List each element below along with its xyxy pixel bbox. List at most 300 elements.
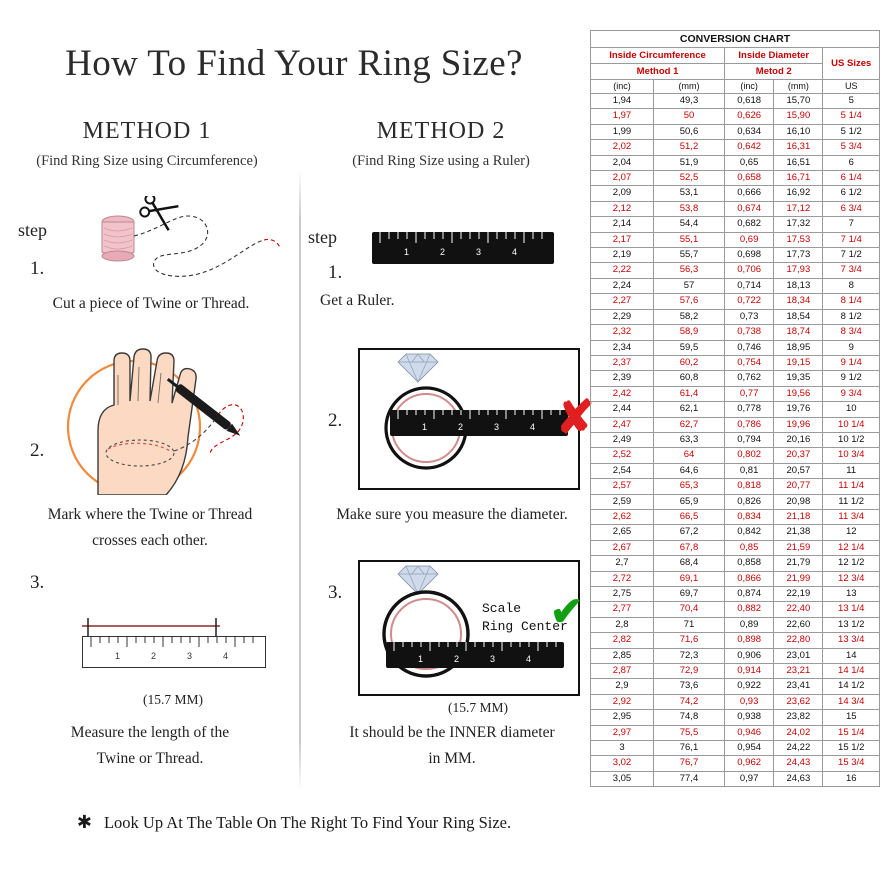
table-row: [591, 171, 880, 186]
table-cell: 0,866: [725, 571, 774, 586]
table-cell: 0,746: [725, 340, 774, 355]
table-cell: 57: [653, 278, 724, 293]
table-row: [591, 509, 880, 524]
table-cell: 3,02: [591, 756, 654, 771]
ruler-number: 3: [187, 651, 193, 661]
table-cell: 2,62: [591, 509, 654, 524]
table-cell: 50,6: [653, 124, 724, 139]
table-cell: 14 1/2: [823, 679, 880, 694]
table-cell: 2,49: [591, 432, 654, 447]
table-row: [591, 587, 880, 602]
method-2-step-3-caption-line2: in MM.: [428, 750, 476, 767]
table-cell: 8: [823, 278, 880, 293]
table-cell: 20,98: [774, 494, 823, 509]
ruler-number: 3: [490, 654, 496, 664]
table-cell: 23,01: [774, 648, 823, 663]
table-cell: 2,39: [591, 371, 654, 386]
table-cell: 3: [591, 741, 654, 756]
table-cell: 10 3/4: [823, 448, 880, 463]
table-row: [591, 525, 880, 540]
table-cell: 10: [823, 402, 880, 417]
table-cell: 67,8: [653, 540, 724, 555]
table-cell: 2,59: [591, 494, 654, 509]
table-cell: 0,89: [725, 617, 774, 632]
table-row: [591, 355, 880, 370]
ruler-number: 4: [526, 654, 532, 664]
table-cell: 21,18: [774, 509, 823, 524]
table-cell: 19,56: [774, 386, 823, 401]
table-cell: 0,858: [725, 556, 774, 571]
table-row: [591, 109, 880, 124]
table-cell: 2,42: [591, 386, 654, 401]
table-row: [591, 201, 880, 216]
table-cell: 71,6: [653, 633, 724, 648]
method-2-step-2-number: 2.: [328, 410, 343, 431]
conversion-table-body: [591, 94, 880, 787]
correct-measure-diagram: [358, 560, 580, 696]
table-cell: 2,29: [591, 309, 654, 324]
group-header-us-sizes: US Sizes: [823, 48, 880, 80]
method-2-column: [294, 118, 588, 170]
table-cell: 60,2: [653, 355, 724, 370]
table-cell: 0,658: [725, 171, 774, 186]
table-cell: 2,17: [591, 232, 654, 247]
method-1-subheading: (Find Ring Size using Circumference): [36, 153, 258, 169]
ruler-number: 1: [404, 247, 410, 257]
table-cell: 22,40: [774, 602, 823, 617]
table-cell: 24,02: [774, 725, 823, 740]
table-cell: 0,882: [725, 602, 774, 617]
table-cell: 18,95: [774, 340, 823, 355]
ruler-number: 4: [512, 247, 518, 257]
table-row: [591, 771, 880, 786]
method-1-step-2-caption-line1: Mark where the Twine or Thread: [47, 506, 253, 523]
table-cell: 14: [823, 648, 880, 663]
table-cell: 69,7: [653, 587, 724, 602]
table-cell: 56,3: [653, 263, 724, 278]
table-cell: 0,834: [725, 509, 774, 524]
table-cell: 67,2: [653, 525, 724, 540]
table-cell: 76,1: [653, 741, 724, 756]
table-cell: 58,2: [653, 309, 724, 324]
group-header-circumference-line2: Method 1: [591, 64, 725, 80]
ruler-number: 1: [418, 654, 424, 664]
table-cell: 52,5: [653, 171, 724, 186]
table-cell: 2,87: [591, 664, 654, 679]
table-cell: 2,24: [591, 278, 654, 293]
table-cell: 2,77: [591, 602, 654, 617]
table-cell: 0,73: [725, 309, 774, 324]
method-1-column: [0, 118, 294, 170]
table-cell: 2,75: [591, 587, 654, 602]
table-row: [591, 633, 880, 648]
table-cell: 77,4: [653, 771, 724, 786]
ruler-number: 2: [151, 651, 157, 661]
table-cell: 20,77: [774, 479, 823, 494]
table-cell: 7 1/4: [823, 232, 880, 247]
table-cell: 17,93: [774, 263, 823, 278]
table-cell: 19,96: [774, 417, 823, 432]
table-cell: 2,8: [591, 617, 654, 632]
table-cell: 24,63: [774, 771, 823, 786]
table-cell: 0,698: [725, 248, 774, 263]
table-cell: 2,65: [591, 525, 654, 540]
table-cell: 8 1/2: [823, 309, 880, 324]
unit-header-row: [591, 80, 880, 94]
table-cell: 0,786: [725, 417, 774, 432]
table-cell: 19,76: [774, 402, 823, 417]
table-row: [591, 402, 880, 417]
table-cell: 12 1/2: [823, 556, 880, 571]
table-row: [591, 448, 880, 463]
group-header-circumference: [591, 48, 725, 64]
table-row: [591, 124, 880, 139]
table-cell: 7: [823, 217, 880, 232]
table-cell: 0,97: [725, 771, 774, 786]
ruler-number: 4: [530, 422, 536, 432]
method-1-step-2-number: 2.: [30, 440, 45, 461]
group-header-diameter: [725, 48, 823, 64]
table-row: [591, 432, 880, 447]
table-cell: 11 3/4: [823, 509, 880, 524]
table-cell: 0,938: [725, 710, 774, 725]
table-row: [591, 263, 880, 278]
scale-label-line1: Scale: [482, 601, 522, 616]
table-cell: 72,9: [653, 664, 724, 679]
table-cell: 55,7: [653, 248, 724, 263]
ruler-number: 2: [440, 247, 446, 257]
ruler-number: 2: [458, 422, 464, 432]
group-header-diameter-line2: Metod 2: [725, 64, 823, 80]
table-row: [591, 479, 880, 494]
ruler-number: 3: [476, 247, 482, 257]
table-row: [591, 417, 880, 432]
table-cell: 20,16: [774, 432, 823, 447]
table-cell: 2,12: [591, 201, 654, 216]
method-2-heading: METHOD 2: [376, 118, 506, 144]
ruler-number: 2: [454, 654, 460, 664]
table-cell: 9 3/4: [823, 386, 880, 401]
table-cell: 20,57: [774, 463, 823, 478]
method-1-step-1-caption: Cut a piece of Twine or Thread.: [52, 295, 250, 312]
table-cell: 2,19: [591, 248, 654, 263]
table-cell: 0,954: [725, 741, 774, 756]
ruler-inside-correct-diagram: [386, 642, 564, 668]
method-1-step-2-caption-line2: crosses each other.: [92, 532, 208, 549]
table-row: [591, 340, 880, 355]
table-cell: 16,31: [774, 140, 823, 155]
table-cell: 9: [823, 340, 880, 355]
table-cell: 16,71: [774, 171, 823, 186]
table-row: [591, 386, 880, 401]
table-cell: 16,92: [774, 186, 823, 201]
table-cell: 0,778: [725, 402, 774, 417]
table-cell: 21,99: [774, 571, 823, 586]
method-2-step-1-number: 1.: [328, 262, 343, 283]
table-cell: 12: [823, 525, 880, 540]
table-cell: 15,90: [774, 109, 823, 124]
table-cell: 2,82: [591, 633, 654, 648]
table-cell: 13 3/4: [823, 633, 880, 648]
table-cell: 60,8: [653, 371, 724, 386]
table-cell: 17,53: [774, 232, 823, 247]
method-2-step-word: step: [308, 227, 337, 247]
table-cell: 58,9: [653, 325, 724, 340]
unit-header-2: (inc): [725, 80, 774, 94]
table-cell: 21,79: [774, 556, 823, 571]
footnote: [0, 812, 588, 833]
table-cell: 53,1: [653, 186, 724, 201]
footnote-text: Look Up At The Table On The Right To Find Your Ring Size.: [103, 813, 512, 832]
table-cell: 18,13: [774, 278, 823, 293]
group-header-circumference-line1: Inside Circumference: [609, 50, 706, 61]
table-cell: 2,72: [591, 571, 654, 586]
table-cell: 24,22: [774, 741, 823, 756]
group-header-diameter-line1: Inside Diameter: [738, 50, 810, 61]
table-cell: 0,93: [725, 694, 774, 709]
table-cell: 8 1/4: [823, 294, 880, 309]
table-cell: 0,85: [725, 540, 774, 555]
table-cell: 2,14: [591, 217, 654, 232]
table-cell: 2,02: [591, 140, 654, 155]
method-2-subheading: (Find Ring Size using a Ruler): [352, 153, 530, 169]
table-cell: 15 3/4: [823, 756, 880, 771]
table-cell: 0,714: [725, 278, 774, 293]
table-cell: 63,3: [653, 432, 724, 447]
table-row: [591, 694, 880, 709]
table-cell: 12 3/4: [823, 571, 880, 586]
table-cell: 0,898: [725, 633, 774, 648]
table-cell: 55,1: [653, 232, 724, 247]
table-cell: 0,914: [725, 664, 774, 679]
table-cell: 6 3/4: [823, 201, 880, 216]
table-cell: 2,37: [591, 355, 654, 370]
table-cell: 17,32: [774, 217, 823, 232]
conversion-table: [590, 30, 880, 787]
table-row: [591, 741, 880, 756]
table-cell: 22,19: [774, 587, 823, 602]
table-cell: 5: [823, 94, 880, 109]
scale-label-line2: Ring Center: [482, 618, 568, 634]
table-cell: 65,3: [653, 479, 724, 494]
table-cell: 61,4: [653, 386, 724, 401]
table-row: [591, 371, 880, 386]
table-cell: 0,802: [725, 448, 774, 463]
table-cell: 18,34: [774, 294, 823, 309]
table-cell: 15 1/2: [823, 741, 880, 756]
table-cell: 18,54: [774, 309, 823, 324]
method-1-ruler: [82, 636, 266, 668]
table-row: [591, 463, 880, 478]
table-cell: 0,69: [725, 232, 774, 247]
table-cell: 11 1/2: [823, 494, 880, 509]
table-cell: 6 1/4: [823, 171, 880, 186]
table-cell: 16,10: [774, 124, 823, 139]
method-1-step-word: step: [18, 220, 47, 240]
table-cell: 10 1/4: [823, 417, 880, 432]
table-cell: 0,634: [725, 124, 774, 139]
twine-spool-illustration: [88, 196, 288, 286]
table-cell: 23,41: [774, 679, 823, 694]
table-cell: 2,32: [591, 325, 654, 340]
table-row: [591, 725, 880, 740]
table-cell: 76,7: [653, 756, 724, 771]
table-cell: 0,818: [725, 479, 774, 494]
unit-header-3: (mm): [774, 80, 823, 94]
method-1-step-1-number: 1.: [30, 258, 45, 279]
table-cell: 0,618: [725, 94, 774, 109]
table-cell: 21,38: [774, 525, 823, 540]
table-cell: 74,8: [653, 710, 724, 725]
method-2-step-2-caption: Make sure you measure the diameter.: [336, 506, 568, 523]
wrong-measure-diagram: [358, 348, 580, 490]
table-cell: 53,8: [653, 201, 724, 216]
table-cell: 23,62: [774, 694, 823, 709]
table-cell: 22,60: [774, 617, 823, 632]
table-cell: 62,7: [653, 417, 724, 432]
table-row: [591, 278, 880, 293]
conversion-chart: [590, 30, 880, 787]
table-cell: 2,47: [591, 417, 654, 432]
table-row: [591, 325, 880, 340]
table-cell: 2,7: [591, 556, 654, 571]
table-cell: 6: [823, 155, 880, 170]
table-cell: 2,95: [591, 710, 654, 725]
table-cell: 7 3/4: [823, 263, 880, 278]
table-cell: 20,37: [774, 448, 823, 463]
method-1-step-3-caption-line2: Twine or Thread.: [96, 750, 204, 767]
table-cell: 2,09: [591, 186, 654, 201]
table-cell: 64: [653, 448, 724, 463]
table-cell: 17,12: [774, 201, 823, 216]
table-row: [591, 602, 880, 617]
table-cell: 1,97: [591, 109, 654, 124]
table-cell: 2,85: [591, 648, 654, 663]
table-cell: 54,4: [653, 217, 724, 232]
table-cell: 21,59: [774, 540, 823, 555]
table-cell: 0,906: [725, 648, 774, 663]
table-cell: 7 1/2: [823, 248, 880, 263]
table-cell: 5 3/4: [823, 140, 880, 155]
table-cell: 23,21: [774, 664, 823, 679]
table-row: [591, 494, 880, 509]
table-cell: 5 1/2: [823, 124, 880, 139]
wrong-mark-icon: ✘: [556, 391, 595, 443]
table-cell: 0,762: [725, 371, 774, 386]
table-cell: 19,15: [774, 355, 823, 370]
method-2-ruler: [372, 232, 554, 264]
table-cell: 0,642: [725, 140, 774, 155]
table-row: [591, 540, 880, 555]
table-row: [591, 679, 880, 694]
ruler-number: 4: [223, 651, 229, 661]
table-cell: 51,2: [653, 140, 724, 155]
table-cell: 0,754: [725, 355, 774, 370]
table-cell: 2,22: [591, 263, 654, 278]
table-cell: 2,57: [591, 479, 654, 494]
table-cell: 0,674: [725, 201, 774, 216]
table-row: [591, 186, 880, 201]
table-cell: 64,6: [653, 463, 724, 478]
table-cell: 2,34: [591, 340, 654, 355]
table-row: [591, 756, 880, 771]
method-1-heading: METHOD 1: [82, 118, 212, 144]
table-cell: 71: [653, 617, 724, 632]
table-row: [591, 710, 880, 725]
table-cell: 24,43: [774, 756, 823, 771]
method-1-step-3-number: 3.: [30, 572, 45, 593]
table-row: [591, 232, 880, 247]
table-row: [591, 571, 880, 586]
table-cell: 0,722: [725, 294, 774, 309]
column-divider: [299, 170, 301, 790]
table-cell: 16,51: [774, 155, 823, 170]
method-2-step-1-caption: Get a Ruler.: [320, 292, 395, 309]
table-cell: 65,9: [653, 494, 724, 509]
table-cell: 0,682: [725, 217, 774, 232]
table-cell: 0,794: [725, 432, 774, 447]
table-cell: 0,626: [725, 109, 774, 124]
table-row: [591, 94, 880, 109]
table-cell: 0,666: [725, 186, 774, 201]
table-row: [591, 648, 880, 663]
asterisk-icon: ✱: [76, 812, 92, 832]
table-cell: 57,6: [653, 294, 724, 309]
method-1-mm-label: (15.7 MM): [143, 692, 203, 707]
method-2-step-3-number: 3.: [328, 582, 343, 603]
table-row: [591, 617, 880, 632]
table-cell: 3,05: [591, 771, 654, 786]
table-cell: 0,738: [725, 325, 774, 340]
table-cell: 23,82: [774, 710, 823, 725]
table-cell: 0,77: [725, 386, 774, 401]
table-row: [591, 217, 880, 232]
table-cell: 17,73: [774, 248, 823, 263]
table-cell: 2,44: [591, 402, 654, 417]
table-cell: 6 1/2: [823, 186, 880, 201]
table-cell: 15,70: [774, 94, 823, 109]
table-cell: 0,842: [725, 525, 774, 540]
table-cell: 15 1/4: [823, 725, 880, 740]
table-row: [591, 140, 880, 155]
method-2-mm-label: (15.7 MM): [448, 700, 508, 715]
ruler-number: 1: [115, 651, 121, 661]
table-cell: 0,81: [725, 463, 774, 478]
table-cell: 19,35: [774, 371, 823, 386]
table-cell: 51,9: [653, 155, 724, 170]
table-cell: 0,946: [725, 725, 774, 740]
table-cell: 74,2: [653, 694, 724, 709]
table-cell: 2,04: [591, 155, 654, 170]
table-cell: 49,3: [653, 94, 724, 109]
table-cell: 1,99: [591, 124, 654, 139]
table-cell: 2,52: [591, 448, 654, 463]
table-cell: 2,67: [591, 540, 654, 555]
table-cell: 2,97: [591, 725, 654, 740]
table-row: [591, 556, 880, 571]
table-cell: 15: [823, 710, 880, 725]
table-cell: 69,1: [653, 571, 724, 586]
ruler-inside-wrong-diagram: [390, 410, 568, 436]
table-cell: 14 3/4: [823, 694, 880, 709]
table-cell: 75,5: [653, 725, 724, 740]
table-cell: 12 1/4: [823, 540, 880, 555]
table-cell: 5 1/4: [823, 109, 880, 124]
table-cell: 13: [823, 587, 880, 602]
table-cell: 0,706: [725, 263, 774, 278]
table-cell: 18,74: [774, 325, 823, 340]
table-cell: 72,3: [653, 648, 724, 663]
